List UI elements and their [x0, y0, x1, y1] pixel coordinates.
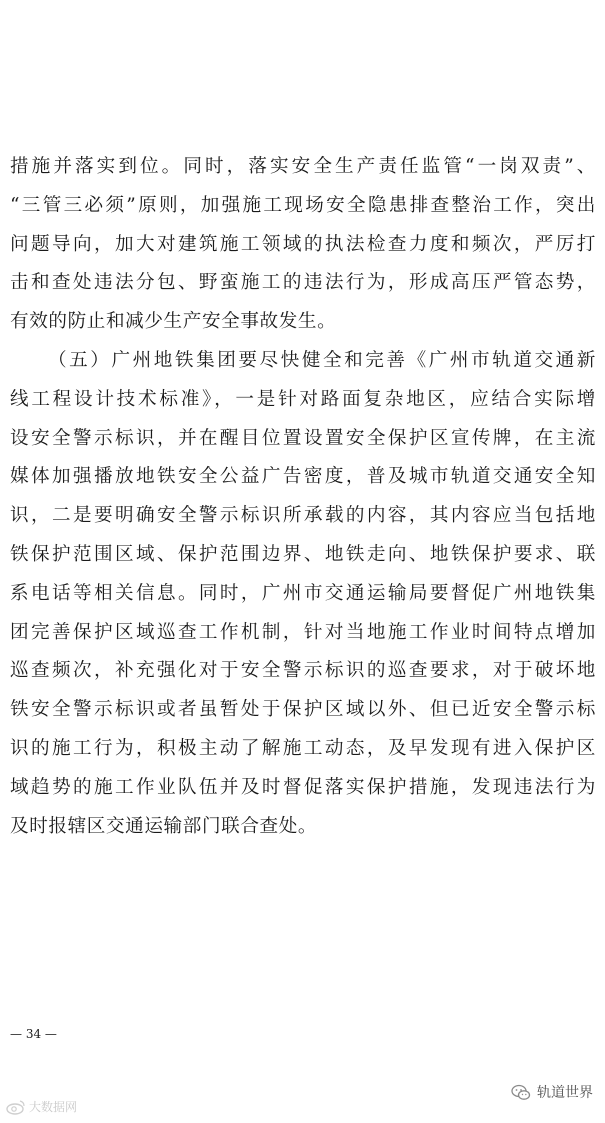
watermark-left-text: 大数据网 [29, 1100, 78, 1114]
watermark-right-text: 轨道世界 [537, 1085, 593, 1101]
text-line: 识的施工行为，积极主动了解施工动态，及早发现有进入保护区 [10, 737, 596, 759]
text-line: 措施并落实到位。同时，落实安全生产责任监管“一岗双责”、 [10, 156, 596, 177]
text-line: 系电话等相关信息。同时，广州市交通运输局要督促广州地铁集 [10, 582, 596, 604]
text-line: 团完善保护区域巡查工作机制，针对当地施工作业时间特点增加 [10, 621, 596, 643]
text-line: 铁保护范围区域、保护范围边界、地铁走向、地铁保护要求、联 [10, 543, 596, 565]
document-body [10, 148, 596, 846]
text-line: “三管三必须”原则，加强施工现场安全隐患排查整治工作，突出 [10, 194, 596, 216]
watermark-left [6, 1098, 77, 1115]
watermark-right [511, 1082, 593, 1102]
wechat-icon [511, 1084, 531, 1101]
text-line: 问题导向，加大对建筑施工领域的执法检查力度和频次，严厉打 [10, 233, 596, 255]
text-line: 设安全警示标识，并在醒目位置设置安全保护区宣传牌，在主流 [10, 427, 596, 449]
page-number: — 34 — [10, 1027, 57, 1041]
weibo-icon [6, 1099, 26, 1115]
text-line: 铁安全警示标识或者虽暂处于保护区域以外、但已近安全警示标 [10, 699, 596, 721]
text-line: （五）广州地铁集团要尽快健全和完善《广州市轨道交通新 [48, 349, 596, 371]
text-line: 及时报辖区交通运输部门联合查处。 [10, 815, 318, 837]
text-line: 有效的防止和减少生产安全事故发生。 [10, 311, 337, 333]
text-line: 击和查处违法分包、野蛮施工的违法行为，形成高压严管态势， [10, 272, 596, 294]
text-line: 识，二是要明确安全警示标识所承载的内容，其内容应当包括地 [10, 505, 596, 527]
text-line: 巡查频次，补充强化对于安全警示标识的巡查要求，对于破坏地 [10, 660, 596, 682]
text-line: 媒体加强播放地铁安全公益广告密度，普及城市轨道交通安全知 [10, 466, 596, 488]
text-line: 域趋势的施工作业队伍并及时督促落实保护措施，发现违法行为 [10, 776, 596, 798]
text-line: 线工程设计技术标准》，一是针对路面复杂地区，应结合实际增 [10, 388, 596, 410]
